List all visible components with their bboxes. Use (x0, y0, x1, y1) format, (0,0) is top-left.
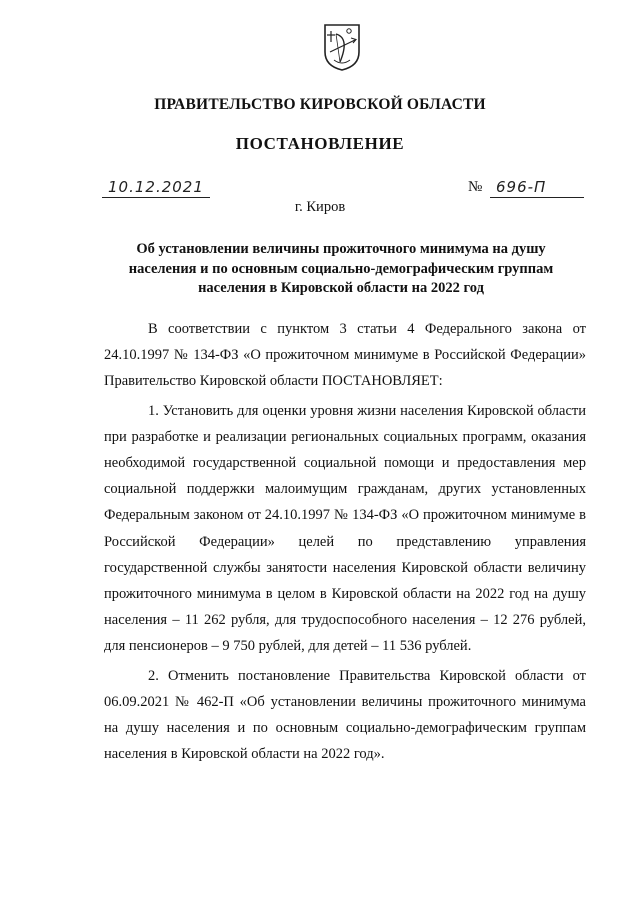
number-sign: № (468, 179, 483, 195)
document-body (104, 316, 586, 770)
document-number: 696-П (490, 176, 584, 198)
item-1-paragraph: 1. Установить для оценки уровня жизни населения Кировской области при разработке и реализации региональных социальных программ, оказания необходимой государственной социальной помощи и предоставления мер социальной поддержки малоимущим гражданам, других установленных Федеральным законом от 24.10.1997 № 134-ФЗ «О прожиточном минимуме в Российской Федерации» целей по представлению управления государственной службы занятости населения Кировской области величину прожиточного минимума в целом в Кировской области на 2022 год на душу населения – 11 262 рубля, для трудоспособного населения – 12 276 рублей, для пенсионеров – 9 750 рублей, для детей – 11 536 рублей. (104, 402, 586, 655)
city: г. Киров (294, 199, 346, 215)
kirov-coat-of-arms-icon (322, 22, 362, 72)
document-date: 10.12.2021 (102, 176, 210, 198)
document-type: ПОСТАНОВЛЕНИЕ (235, 134, 405, 153)
government-title: ПРАВИТЕЛЬСТВО КИРОВСКОЙ ОБЛАСТИ (154, 96, 486, 113)
preamble-paragraph: В соответствии с пунктом 3 статьи 4 Федерального закона от 24.10.1997 № 134-ФЗ «О прожиточном минимуме в Российской Федерации» Правительство Кировской области ПОСТАНОВЛЯЕТ: (104, 321, 586, 390)
document-title: Об установлении величины прожиточного минимума на душу населения и по основным социально-демографическим группам населения в Кировской области на 2022 год (128, 241, 554, 296)
item-2-paragraph: 2. Отменить постановление Правительства Кировской области от 06.09.2021 № 462-П «Об установлении величины прожиточного минимума на душу населения и по основным социально-демографическим группам населения в Кировской области на 2022 год». (104, 667, 586, 763)
